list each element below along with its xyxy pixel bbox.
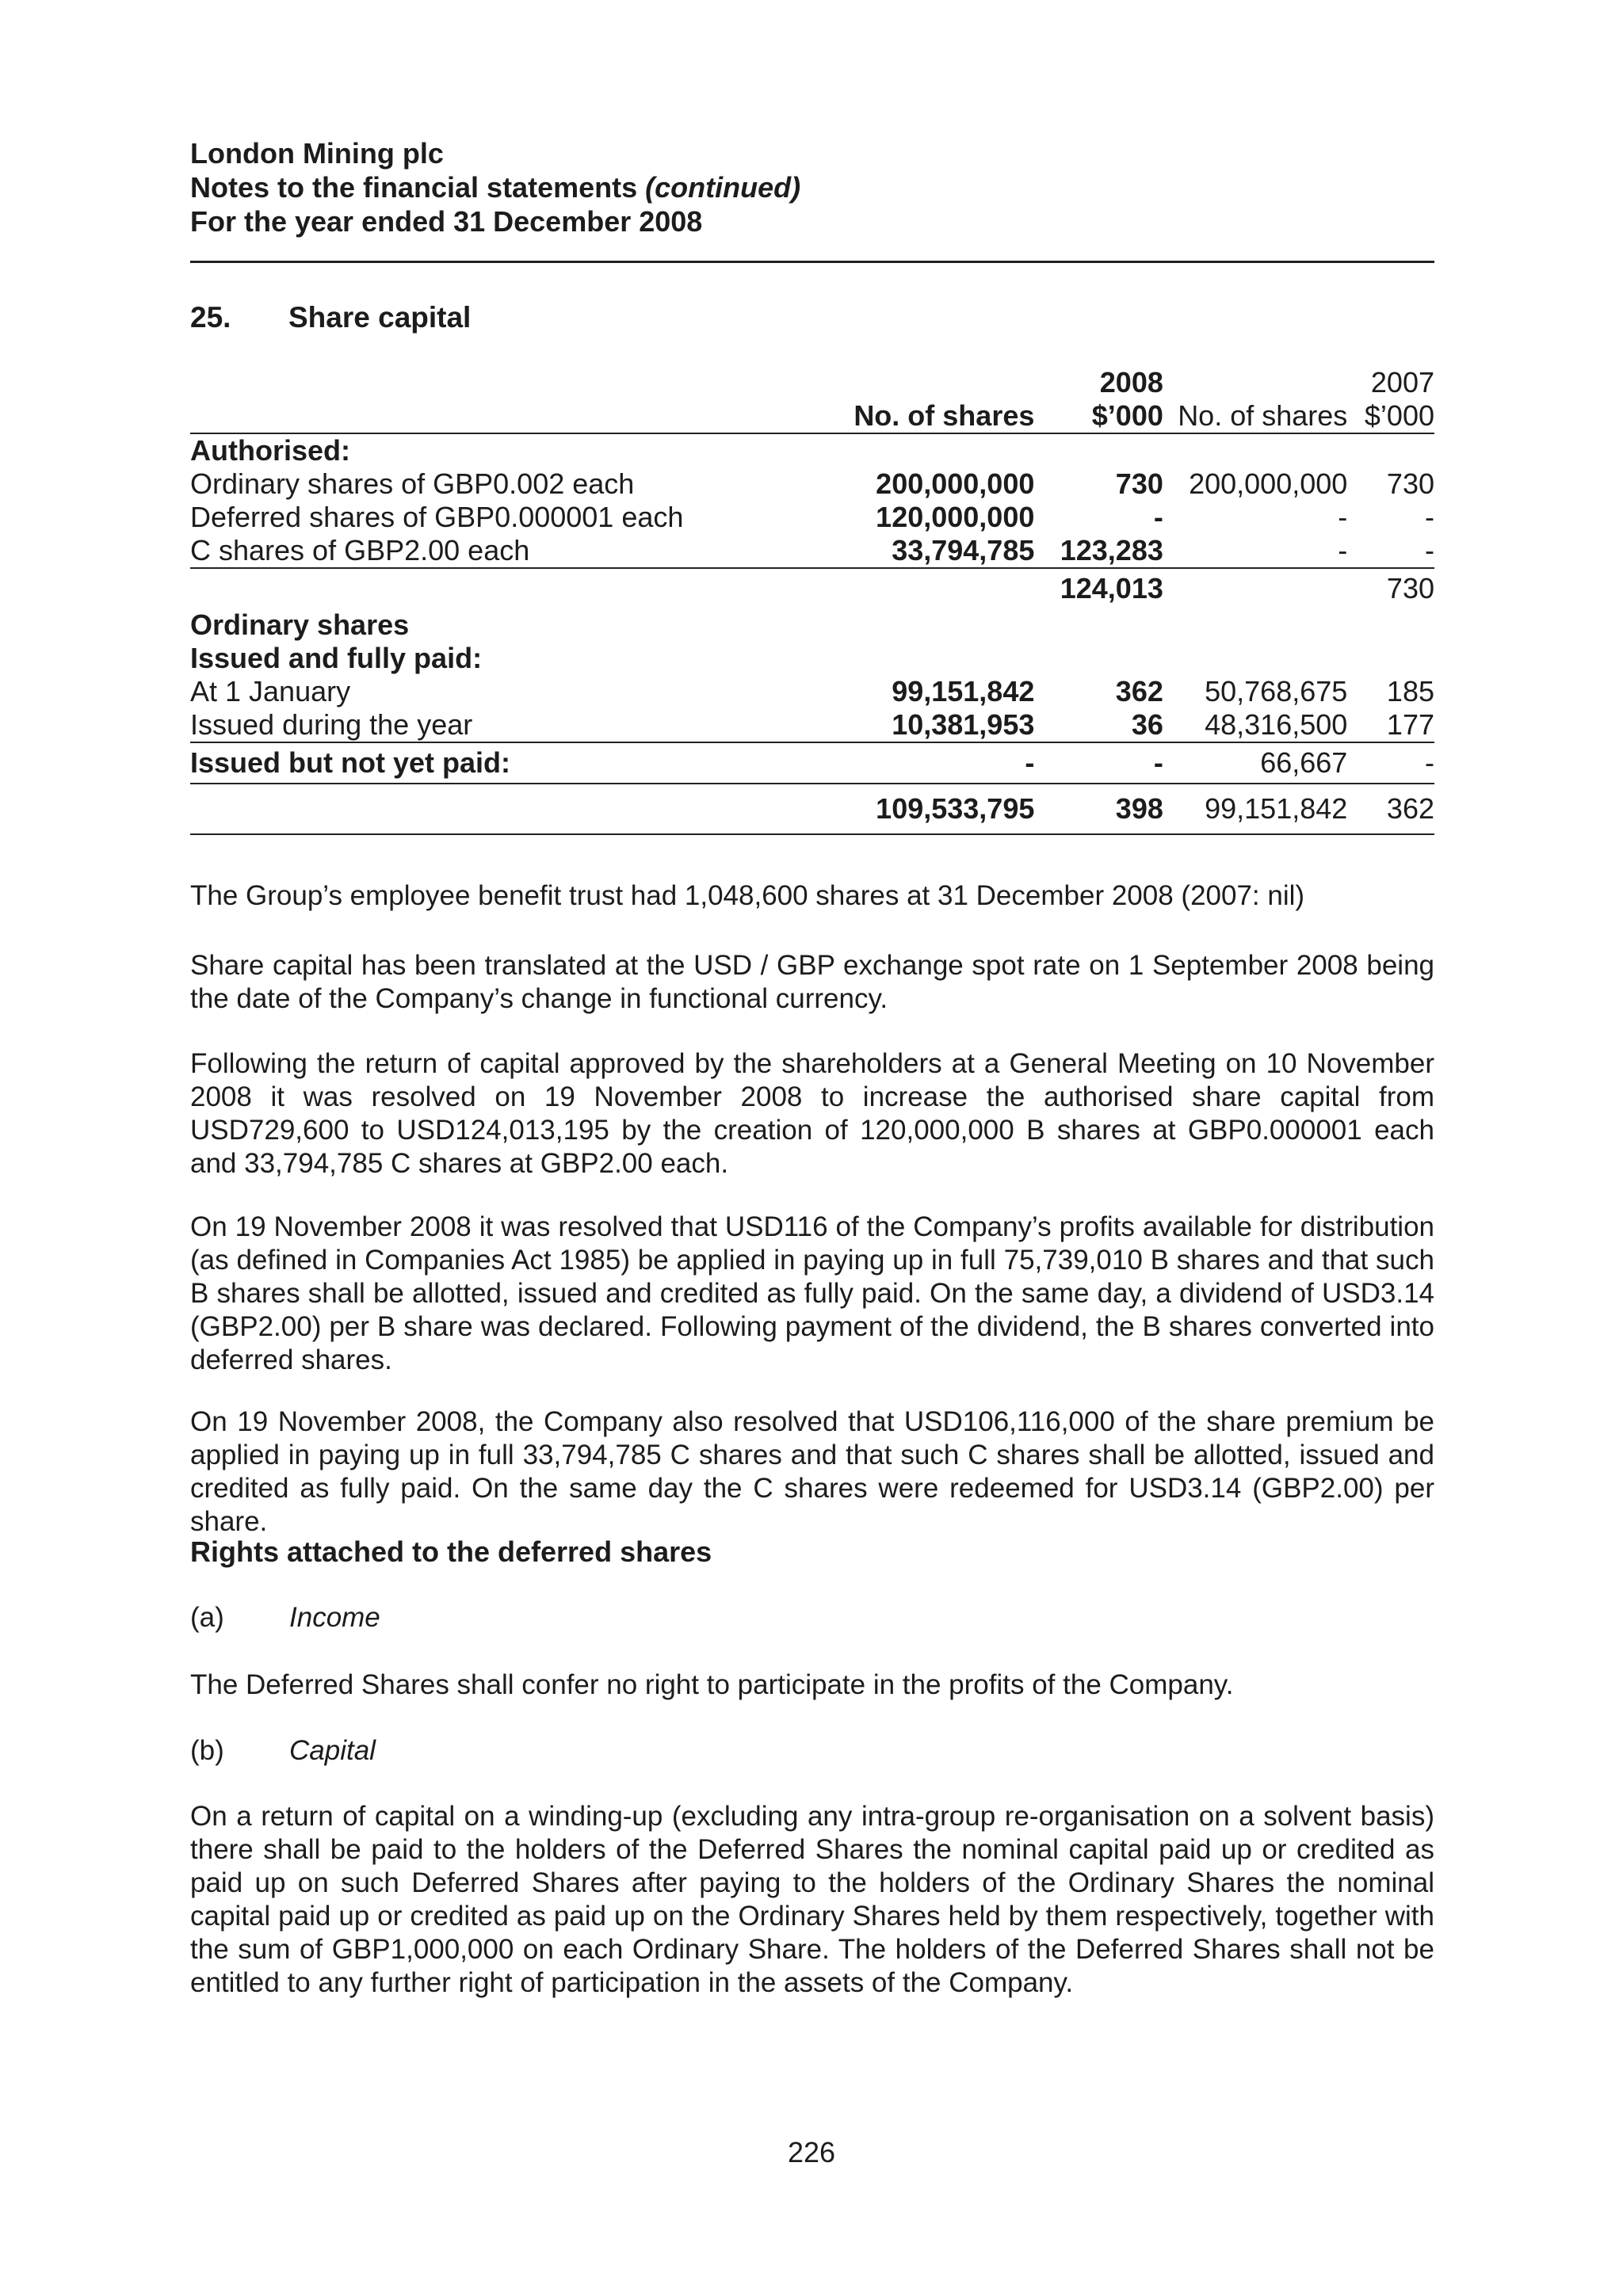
value-2007: - [1347, 534, 1434, 568]
shares-2007: 48,316,500 [1163, 708, 1347, 742]
shares-2008: - [716, 742, 1034, 784]
table-row [190, 534, 1434, 568]
table-row [190, 675, 1434, 708]
item-b-title: Capital [289, 1735, 376, 1766]
value-2007: 730 [1386, 467, 1434, 500]
not-paid-row [190, 742, 1434, 784]
authorised-total-2007: 730 [1386, 572, 1434, 605]
year-2008: 2008 [1099, 366, 1163, 399]
row-label: Issued during the year [190, 708, 716, 742]
authorised-heading: Authorised: [190, 434, 350, 467]
row-label: C shares of GBP2.00 each [190, 534, 716, 568]
row-label: At 1 January [190, 675, 351, 707]
paragraph-ebt: The Group’s employee benefit trust had 1,048,600 shares at 31 December 2008 (2007: nil) [190, 880, 1305, 911]
row-label: Issued but not yet paid: [190, 742, 716, 784]
table-row [190, 501, 1434, 534]
section-number: 25. [190, 301, 231, 334]
value-2008: - [1034, 742, 1163, 784]
header-rule [190, 261, 1434, 263]
notes-continued: (continued) [645, 171, 801, 204]
year-2007: 2007 [1370, 366, 1434, 399]
period-title: For the year ended 31 December 2008 [190, 205, 703, 238]
col-usd-2008: $’000 [1034, 399, 1163, 433]
item-a-heading [190, 1602, 380, 1634]
rights-heading: Rights attached to the deferred shares [190, 1535, 712, 1568]
page-number: 226 [787, 2136, 836, 2168]
value-2008: 730 [1115, 467, 1163, 500]
issued-heading-row [190, 642, 1434, 675]
total-shares-2008: 109,533,795 [716, 784, 1034, 834]
paragraph-return-of-capital: Following the return of capital approved by the shareholders at a General Meeting on 10 November 2008 it was resolved on 19 November 2008 to increase the authorised share capital from USD729,600 to USD124,013,195 by the creation of 120,000,000 B shares at GBP0.000001 each and 33,794,785 C shares at GBP2.00 each. [190, 1048, 1434, 1179]
total-value-2008: 398 [1034, 784, 1163, 834]
value-2007: - [1347, 742, 1434, 784]
value-2007: - [1425, 501, 1434, 533]
page-header [190, 136, 1434, 238]
value-2007: 185 [1386, 675, 1434, 707]
total-shares-2007: 99,151,842 [1163, 784, 1347, 834]
value-2007: 177 [1347, 708, 1434, 742]
paragraph-b-shares: On 19 November 2008 it was resolved that USD116 of the Company’s profits available for distribution (as defined in Companies Act 1985) be applied in paying up in full 75,739,010 B shares and that such B shares shall be allotted, issued and credited as fully paid. On the same day, a dividend of USD3.14 (GBP2.00) per B share was declared. Following payment of the dividend, the B shares converted into deferred shares. [190, 1211, 1434, 1375]
notes-title [190, 170, 1434, 204]
value-2008: 36 [1034, 708, 1163, 742]
col-shares-2007: No. of shares [1163, 399, 1347, 433]
item-b-tag: (b) [190, 1735, 224, 1766]
paragraph-c-shares: On 19 November 2008, the Company also resolved that USD106,116,000 of the share premium be applied in paying up in full 33,794,785 C shares and that such C shares shall be allotted, issued and credited as fully paid. On the same day the C shares were redeemed for USD3.14 (GBP2.00) per share. [190, 1406, 1434, 1537]
shares-2008: 10,381,953 [716, 708, 1034, 742]
ordinary-heading: Ordinary shares [190, 608, 410, 641]
value-2008: - [1153, 501, 1163, 533]
paragraph-translation: Share capital has been translated at the USD / GBP exchange spot rate on 1 September 2008 being the date of the Company’s change in functional currency. [190, 950, 1434, 1014]
section-title: Share capital [288, 301, 472, 334]
shares-2007: 50,768,675 [1205, 675, 1348, 707]
notes-title-text: Notes to the financial statements [190, 171, 638, 204]
shares-2007: - [1163, 534, 1347, 568]
col-shares-2008: No. of shares [716, 399, 1034, 433]
table-row [190, 708, 1434, 742]
year-header-row [190, 366, 1434, 399]
item-b-text: On a return of capital on a winding-up (excluding any intra-group re-organisation on a solvent basis) there shall be paid to the holders of the Deferred Shares the nominal capital paid up or credited as paid up on such Deferred Shares after paying to the holders of the Ordinary Shares the nominal capital paid up or credited as paid up on the Ordinary Shares held by them respectively, together with the sum of GBP1,000,000 on each Ordinary Share. The holders of the Deferred Shares shall not be entitled to any further right of participation in the assets of the Company. [190, 1801, 1434, 1998]
column-header-row [190, 399, 1434, 433]
shares-2007: - [1338, 501, 1348, 533]
item-a-text: The Deferred Shares shall confer no right to participate in the profits of the Company. [190, 1669, 1234, 1700]
value-2008: 362 [1115, 675, 1163, 707]
authorised-heading-row [190, 433, 1434, 467]
shares-2007: 66,667 [1163, 742, 1347, 784]
item-a-tag: (a) [190, 1602, 224, 1633]
authorised-total-row [190, 568, 1434, 608]
item-b-heading [190, 1735, 376, 1767]
final-total-row [190, 784, 1434, 834]
issued-heading: Issued and fully paid: [190, 642, 483, 674]
shares-2008: 120,000,000 [876, 501, 1035, 533]
shares-2008: 99,151,842 [892, 675, 1035, 707]
col-usd-2007: $’000 [1347, 399, 1434, 433]
item-a-title: Income [289, 1602, 380, 1633]
total-value-2007: 362 [1347, 784, 1434, 834]
table-row [190, 467, 1434, 501]
shares-2007: 200,000,000 [1189, 467, 1348, 500]
section-heading [190, 301, 471, 334]
company-name: London Mining plc [190, 137, 444, 170]
authorised-total-2008: 124,013 [1060, 572, 1163, 605]
shares-2008: 200,000,000 [876, 467, 1035, 500]
ordinary-heading-row [190, 608, 1434, 642]
shares-2008: 33,794,785 [716, 534, 1034, 568]
row-label: Ordinary shares of GBP0.002 each [190, 467, 635, 500]
share-capital-table [190, 366, 1434, 835]
row-label: Deferred shares of GBP0.000001 each [190, 501, 684, 533]
value-2008: 123,283 [1034, 534, 1163, 568]
